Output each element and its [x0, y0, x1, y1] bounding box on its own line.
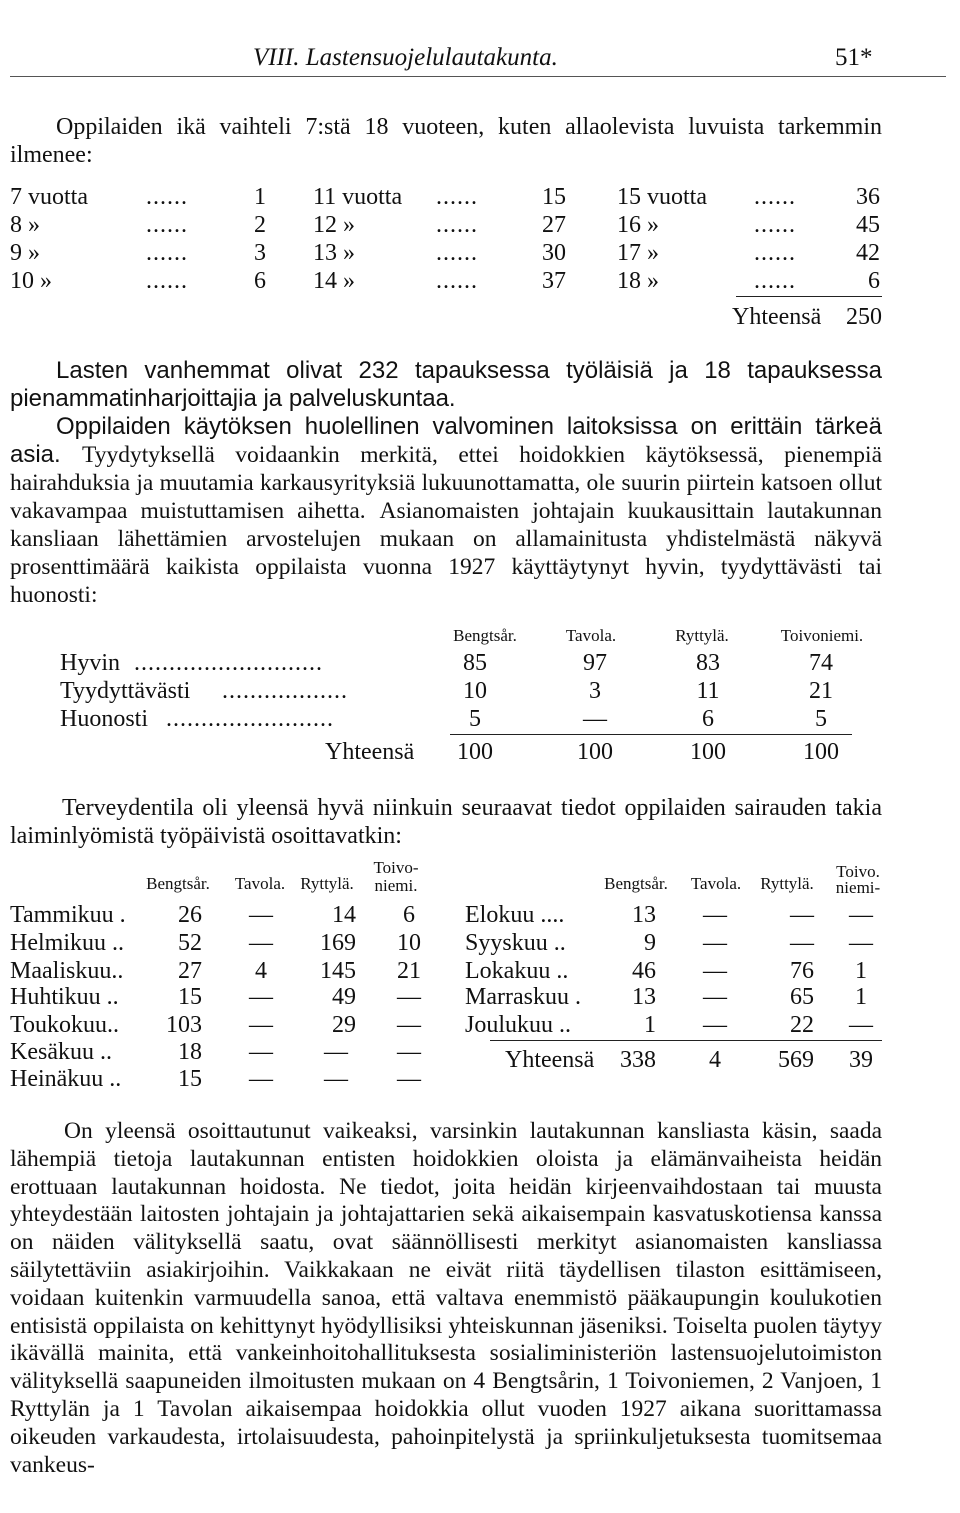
month-value: 21 [397, 958, 421, 984]
month-value: 22 [790, 1012, 814, 1038]
column-header: Ryttylä. [760, 874, 814, 893]
column-header: Toivoniemi. [780, 626, 864, 645]
age-count: 1 [254, 184, 266, 210]
conduct-value: 6 [702, 706, 714, 732]
month-value: 9 [644, 930, 656, 956]
month-label: Heinäkuu .. [10, 1066, 122, 1092]
sum-rule [450, 734, 852, 735]
month-value: — [324, 1066, 348, 1092]
months-total: 569 [778, 1047, 814, 1073]
month-value: 15 [178, 984, 202, 1010]
leader-dots: ...... [754, 212, 796, 238]
month-value: — [849, 930, 873, 956]
month-value: 76 [790, 958, 814, 984]
conduct-total: 100 [803, 739, 839, 765]
month-label: Joulukuu .. [465, 1012, 572, 1038]
month-value: — [249, 902, 273, 928]
leader-dots: ...... [436, 240, 478, 266]
month-value: — [849, 902, 873, 928]
age-count: 3 [254, 240, 266, 266]
month-value: 1 [855, 984, 867, 1010]
month-label: Kesäkuu .. [10, 1039, 112, 1065]
age-label: 15 vuotta [617, 184, 707, 210]
age-count: 6 [868, 268, 880, 294]
age-count: 6 [254, 268, 266, 294]
age-count: 27 [542, 212, 566, 238]
age-label: 10 » [10, 268, 52, 294]
conduct-total: 100 [690, 739, 726, 765]
month-value: 52 [178, 930, 202, 956]
age-label: 8 » [10, 212, 40, 238]
conduct-value: 74 [809, 650, 833, 676]
intro-paragraph: Oppilaiden ikä vaihteli 7:stä 18 vuoteen, kuten allaolevista luvuista tarkemmin ilmenee: [10, 114, 882, 169]
row-label: Hyvin [60, 650, 120, 676]
age-count: 36 [856, 184, 880, 210]
column-header: Tavola. [690, 874, 742, 893]
month-value: — [397, 1039, 421, 1065]
month-value: — [249, 930, 273, 956]
month-value: — [397, 1012, 421, 1038]
month-value: 6 [403, 902, 415, 928]
column-header: Bengtsår. [453, 626, 517, 645]
month-value: — [249, 984, 273, 1010]
conduct-value: 83 [696, 650, 720, 676]
row-label: Huonosti [60, 706, 149, 732]
column-header: Toivo. [836, 862, 880, 881]
month-value: 29 [332, 1012, 356, 1038]
age-label: 14 » [313, 268, 355, 294]
conduct-value: 11 [696, 678, 720, 704]
month-value: 27 [178, 958, 202, 984]
months-total-label: Yhteensä [505, 1047, 595, 1073]
month-value: — [703, 930, 727, 956]
column-header: Ryttylä. [300, 874, 354, 893]
month-value: 145 [320, 958, 356, 984]
month-value: 49 [332, 984, 356, 1010]
column-header: Bengtsår. [146, 874, 210, 893]
leader-dots: ...... [146, 212, 188, 238]
age-count: 42 [856, 240, 880, 266]
month-value: — [249, 1066, 273, 1092]
month-value: 18 [178, 1039, 202, 1065]
paragraph-conduct-part1: Oppilaiden käytöksen huolellinen valvominen laitoksissa on erittäin tärkeä asia. [10, 413, 882, 468]
month-value: 103 [166, 1012, 202, 1038]
month-label: Toukokuu.. [10, 1012, 119, 1038]
month-label: Elokuu .... [465, 902, 565, 928]
age-label: 11 vuotta [313, 184, 403, 210]
age-count: 37 [542, 268, 566, 294]
month-label: Syyskuu .. [465, 930, 566, 956]
conduct-value: — [583, 706, 607, 732]
column-header: Toivo- [373, 858, 419, 877]
leader-dots: ........................ [166, 706, 334, 732]
month-label: Marraskuu . [465, 984, 581, 1010]
age-label: 16 » [617, 212, 659, 238]
running-title: VIII. Lastensuojelulautakunta. [253, 44, 558, 71]
month-label: Huhtikuu .. [10, 984, 119, 1010]
age-label: 18 » [617, 268, 659, 294]
age-count: 15 [542, 184, 566, 210]
column-header: Ryttylä. [675, 626, 729, 645]
month-value: — [397, 1066, 421, 1092]
months-total: 39 [849, 1047, 873, 1073]
months-total: 338 [620, 1047, 656, 1073]
month-label: Tammikuu . [10, 902, 126, 928]
age-label: 17 » [617, 240, 659, 266]
column-header: niemi. [374, 876, 418, 895]
month-value: — [249, 1012, 273, 1038]
age-label: 13 » [313, 240, 355, 266]
leader-dots: ...... [754, 184, 796, 210]
age-count: 30 [542, 240, 566, 266]
column-header: Tavola. [234, 874, 286, 893]
paragraph-conduct-part3: Asianomaisten johtajain kuukausittain lautakunnan kansliaan lähettämien arvostelujen mukaan on allamainitusta yhdistelmästä näkyvä prosenttimäärä kaikista oppilaista vuonna 1927 käyttäytynyt hyvin, tyydyttävästi tai huonosti: [10, 498, 882, 608]
conduct-value: 10 [463, 678, 487, 704]
conduct-value: 5 [469, 706, 481, 732]
column-header: Tavola. [565, 626, 617, 645]
month-value: 4 [255, 958, 267, 984]
leader-dots: ........................... [134, 650, 323, 676]
month-value: 26 [178, 902, 202, 928]
month-label: Helmikuu .. [10, 930, 124, 956]
leader-dots: ...... [146, 184, 188, 210]
month-value: 1 [855, 958, 867, 984]
month-value: — [790, 902, 814, 928]
column-header: niemi- [835, 878, 881, 897]
sum-rule [490, 1040, 882, 1041]
month-label: Lokakuu .. [465, 958, 569, 984]
month-value: 13 [632, 984, 656, 1010]
month-value: 1 [644, 1012, 656, 1038]
conduct-value: 97 [583, 650, 607, 676]
month-value: — [790, 930, 814, 956]
sum-rule [736, 296, 882, 297]
age-label: 7 vuotta [10, 184, 88, 210]
leader-dots: ...... [436, 184, 478, 210]
month-value: 14 [332, 902, 356, 928]
closing-paragraph: On yleensä osoittautunut vaikeaksi, varsinkin lautakunnan kansliasta käsin, saada lähempiä tietoja lautakunnan entisten hoidokkien oloista ja elämänvaiheista heidän erottuaan lautakunnan hoidosta. Ne tiedot, joita heidän kirjeenvaihdostaan tai muusta yhteydestään laitosten johtajain ja johtajattarien sekä aikaisempain kasvatuskotiensa kanssa on näiden välityksellä saatu, ovat säännöllisesti merkityt asianomaisten kansliassa säilytettäviin asiakirjoihin. Vaikkakaan ne eivät riitä täydellisen tilaston esittämiseen, voidaan kuitenkin varmuudella sanoa, että valtava enemmistö pääkaupungin koulukotien entisistä oppilaista on kehittynyt hyödyllisiksi yhteiskunnan jäseniksi. Toiselta puolen täytyy ikävällä mainita, että vankeinhoitohallituksesta sosialiministeriön lastensuojelutoimiston välityksellä saapuneiden ilmoitusten mukaan on 4 Bengtsårin, 1 Toivoniemen, 2 Vanjoen, 1 Ryttylän ja 1 Tavolan aikaisempaa hoidokkia ollut vuoden 1927 aikana suorittamassa oikeuden varkaudesta, irtolaisuudesta, pahoinpitelystä ja spriinkuljetuksesta tuomitsemaa vankeus- [10, 1118, 882, 1478]
paragraph-parents: Lasten vanhemmat olivat 232 tapauksessa työläisiä ja 18 tapauksessa pienammatinharjoittajia ja palveluskuntaa. [10, 357, 882, 412]
month-value: 169 [320, 930, 356, 956]
month-value: — [849, 1012, 873, 1038]
age-total: 250 [846, 304, 882, 330]
leader-dots: .................. [222, 678, 348, 704]
month-value: — [397, 984, 421, 1010]
month-value: 46 [632, 958, 656, 984]
month-value: 10 [397, 930, 421, 956]
paragraph-conduct-part2: Tyydytyksellä voidaankin merkitä, ettei hoidokkien käytöksessä, pienempiä hairahduksia ja muutamia karkausyrityksiä lukuunottamatta, ole suurin piirtein katsoen ollut vakavampaa muistuttamisen aihetta. [10, 442, 883, 524]
month-label: Maaliskuu.. [10, 958, 124, 984]
header-rule [10, 76, 946, 77]
page-number: 51* [835, 44, 873, 71]
month-value: — [249, 1039, 273, 1065]
row-label: Tyydyttävästi [60, 678, 191, 704]
age-count: 45 [856, 212, 880, 238]
leader-dots: ...... [436, 268, 478, 294]
conduct-total: 100 [577, 739, 613, 765]
age-label: 9 » [10, 240, 40, 266]
conduct-value: 3 [589, 678, 601, 704]
conduct-value: 5 [815, 706, 827, 732]
age-total-label: Yhteensä [732, 304, 822, 330]
conduct-value: 21 [809, 678, 833, 704]
leader-dots: ...... [146, 240, 188, 266]
month-value: 65 [790, 984, 814, 1010]
age-count: 2 [254, 212, 266, 238]
health-paragraph: Terveydentila oli yleensä hyvä niinkuin seuraavat tiedot oppilaiden sairauden takia laiminlyömistä työpäivistä osoittavatkin: [10, 795, 882, 850]
month-value: — [703, 984, 727, 1010]
age-label: 12 » [313, 212, 355, 238]
paragraph-conduct [10, 413, 882, 609]
leader-dots: ...... [436, 212, 478, 238]
leader-dots: ...... [754, 268, 796, 294]
page-header [0, 40, 960, 80]
column-header: Bengtsår. [604, 874, 668, 893]
month-value: — [703, 1012, 727, 1038]
month-value: 15 [178, 1066, 202, 1092]
months-total: 4 [709, 1047, 721, 1073]
month-value: — [324, 1039, 348, 1065]
conduct-total: 100 [457, 739, 493, 765]
leader-dots: ...... [146, 268, 188, 294]
month-value: — [703, 902, 727, 928]
month-value: 13 [632, 902, 656, 928]
leader-dots: ...... [754, 240, 796, 266]
conduct-value: 85 [463, 650, 487, 676]
month-value: — [703, 958, 727, 984]
conduct-total-label: Yhteensä [325, 739, 415, 765]
